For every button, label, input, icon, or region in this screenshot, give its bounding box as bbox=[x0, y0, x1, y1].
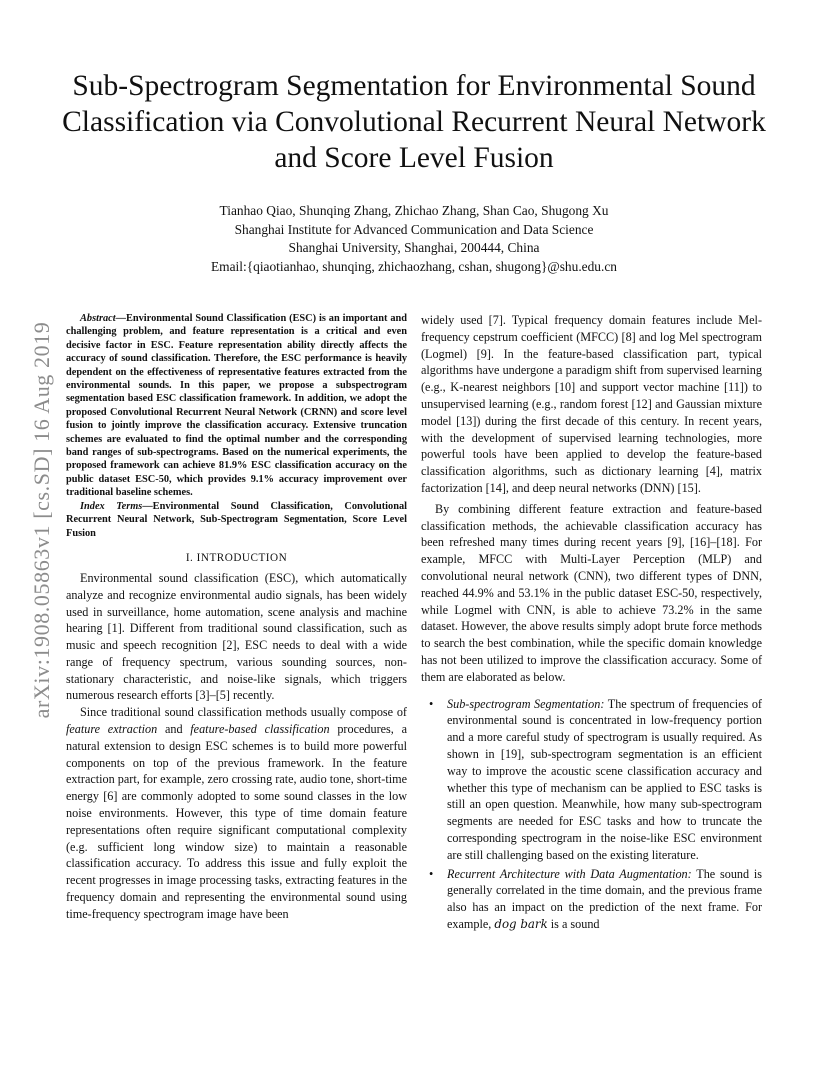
affiliation-line-2: Shanghai University, Shanghai, 200444, China bbox=[288, 240, 540, 255]
list-item-title: Sub-spectrogram Segmentation: bbox=[447, 696, 605, 711]
index-terms bbox=[66, 500, 407, 540]
intro-paragraph-2-continued: widely used [7]. Typical frequency domain features include Mel-frequency cepstrum coefficient (MFCC) [8] and log Mel spectrogram (Logmel) [9]. In the feature-based classification part, typical algorithms have undergone a paradigm shift from supervised learning (e.g., K-nearest neighbors [10] and support vector machine [11]) to unsupervised learning (e.g., random forest [12] and Gaussian mixture model [13]) during the first decade of this century. In recent years, with the development of supervised learning technologies, more powerful tools have been applied to develop the feature-based classification algorithms, such as dictionary learning [4], matrix factorization [14], and deep neural networks (DNN) [15]. bbox=[421, 313, 762, 495]
bullet-marker: • bbox=[429, 866, 434, 881]
author-names: Tianhao Qiao, Shunqing Zhang, Zhichao Zhang, Shan Cao, Shugong Xu bbox=[219, 203, 609, 218]
contribution-list bbox=[421, 696, 762, 933]
intro-paragraph-2-text-c: procedures, a natural extension to design ESC schemes is to build more powerful components on top of the previous framework. In the feature extraction part, for example, zero crossing rate, audio tone, short-time energy [6] are commonly adopted to some sound classes in the low noise environments. However, this type of time domain feature representations often require significant computational complexity (e.g. sufficient long window size) to maintain a reasonable classification accuracy. To address this issue and fully exploit the recent progresses in image processing tasks, extracting features in the frequency domain and representing the environmental sound using time-frequency spectrogram image have been bbox=[66, 722, 407, 921]
intro-paragraph-2-emphasis-2: feature-based classification bbox=[190, 722, 330, 737]
section-heading-introduction: I. INTRODUCTION bbox=[185, 551, 288, 564]
paper-title: Sub-Spectrogram Segmentation for Environmental Sound Classification via Convolutional Recurrent Neural Network and Score Level Fusion bbox=[62, 70, 766, 174]
author-block bbox=[100, 202, 728, 276]
intro-paragraph-3: By combining different feature extraction and feature-based classification methods, the achievable classification accuracy has been refreshed many times during recent years [9], [16]–[18]. For example, MFCC with Multi-Layer Perception (MLP) and convolutional neural network (CNN), two different types of DNN, reached 44.9% and 53.1% in the public dataset ESC-50, respectively, while Logmel with CNN, is able to achieve 73.2% in the same dataset. However, the above results simply adopt brute force methods to search the best combination, while the specific domain knowledge has not been utilized to improve the classification accuracy. Some of them are elaborated as below. bbox=[421, 501, 762, 684]
left-column bbox=[66, 312, 407, 923]
right-column bbox=[421, 312, 762, 935]
intro-paragraph-2-text-b: and bbox=[157, 722, 191, 737]
intro-paragraph-2 bbox=[66, 704, 407, 922]
intro-paragraph-2-text-a: Since traditional sound classification methods usually compose of bbox=[80, 705, 407, 720]
abstract-label: Abstract bbox=[80, 313, 116, 324]
affiliation-line-1: Shanghai Institute for Advanced Communication and Data Science bbox=[234, 221, 594, 237]
inline-code-term: dog bark bbox=[494, 916, 548, 931]
abstract-text: —Environmental Sound Classification (ESC) is an important and challenging problem, and feature representation is a critical and even decisive factor in ESC. Feature representation ability directly affects the accuracy of sound classification. Therefore, the ESC performance is heavily dependent on the effectiveness of representative features extracted from the environmental sounds. In this paper, we propose a subspectrogram segmentation based ESC classification framework. In addition, we adopt the proposed Convolutional Recurrent Neural Network (CRNN) and score level fusion to jointly improve the classification accuracy. Extensive truncation schemes are evaluated to find the optimal number and the corresponding band ranges of sub-spectrograms. Based on the numerical experiments, the proposed framework can achieve 81.9% ESC classification accuracy on the public dataset ESC-50, which provides 9.1% accuracy improvement over traditional baseline schemes. bbox=[66, 313, 407, 499]
list-item-text-end: is a sound bbox=[547, 916, 600, 931]
intro-paragraph-1: Environmental sound classification (ESC), which automatically analyze and recognize environmental audio signals, has been widely used in surveillance, home automation, scene analysis and machine hearing [1]. Different from traditional sound classification, such as music and speech recognition [2], ESC needs to deal with a wide range of frequency spectrum, various sounding sources, non-stationary characteristic, and noise-like signals, which triggers numerous research efforts [3]–[5] recently. bbox=[66, 570, 407, 703]
list-item-title: Recurrent Architecture with Data Augmentation: bbox=[447, 866, 692, 881]
list-item-text: The sound is generally correlated in the time domain, and the previous frame also has an impact on the prediction of the next frame. For example, bbox=[447, 866, 762, 931]
index-terms-text: —Environmental Sound Classification, Convolutional Recurrent Neural Network, Sub-Spectrogram Segmentation, Score Level Fusion bbox=[66, 500, 407, 539]
index-terms-label: Index Terms bbox=[80, 500, 143, 512]
arxiv-stamp: arXiv:1908.05863v1 [cs.SD] 16 Aug 2019 bbox=[29, 321, 54, 719]
abstract bbox=[66, 312, 407, 500]
list-item bbox=[429, 696, 762, 864]
author-email: Email:{qiaotianhao, shunqing, zhichaozhang, cshan, shugong}@shu.edu.cn bbox=[211, 258, 617, 274]
list-item-text: The spectrum of frequencies of environmental sound is concentrated in low-frequency portion and a more careful study of spectrogram is usually required. As shown in [19], sub-spectrogram segmentation is an efficient way to improve the acoustic scene classification accuracy and whether this type of mechanism can be applied to ESC tasks is still an open question. Meanwhile, how many sub-spectrogram segments are needed for ESC tasks and how to truncate the corresponding spectrogram in the noise-like ESC environment are still challenging based on the existing literature. bbox=[447, 696, 762, 862]
bullet-marker: • bbox=[429, 696, 434, 711]
intro-paragraph-2-emphasis-1: feature extraction bbox=[66, 722, 158, 737]
list-item bbox=[429, 866, 762, 933]
